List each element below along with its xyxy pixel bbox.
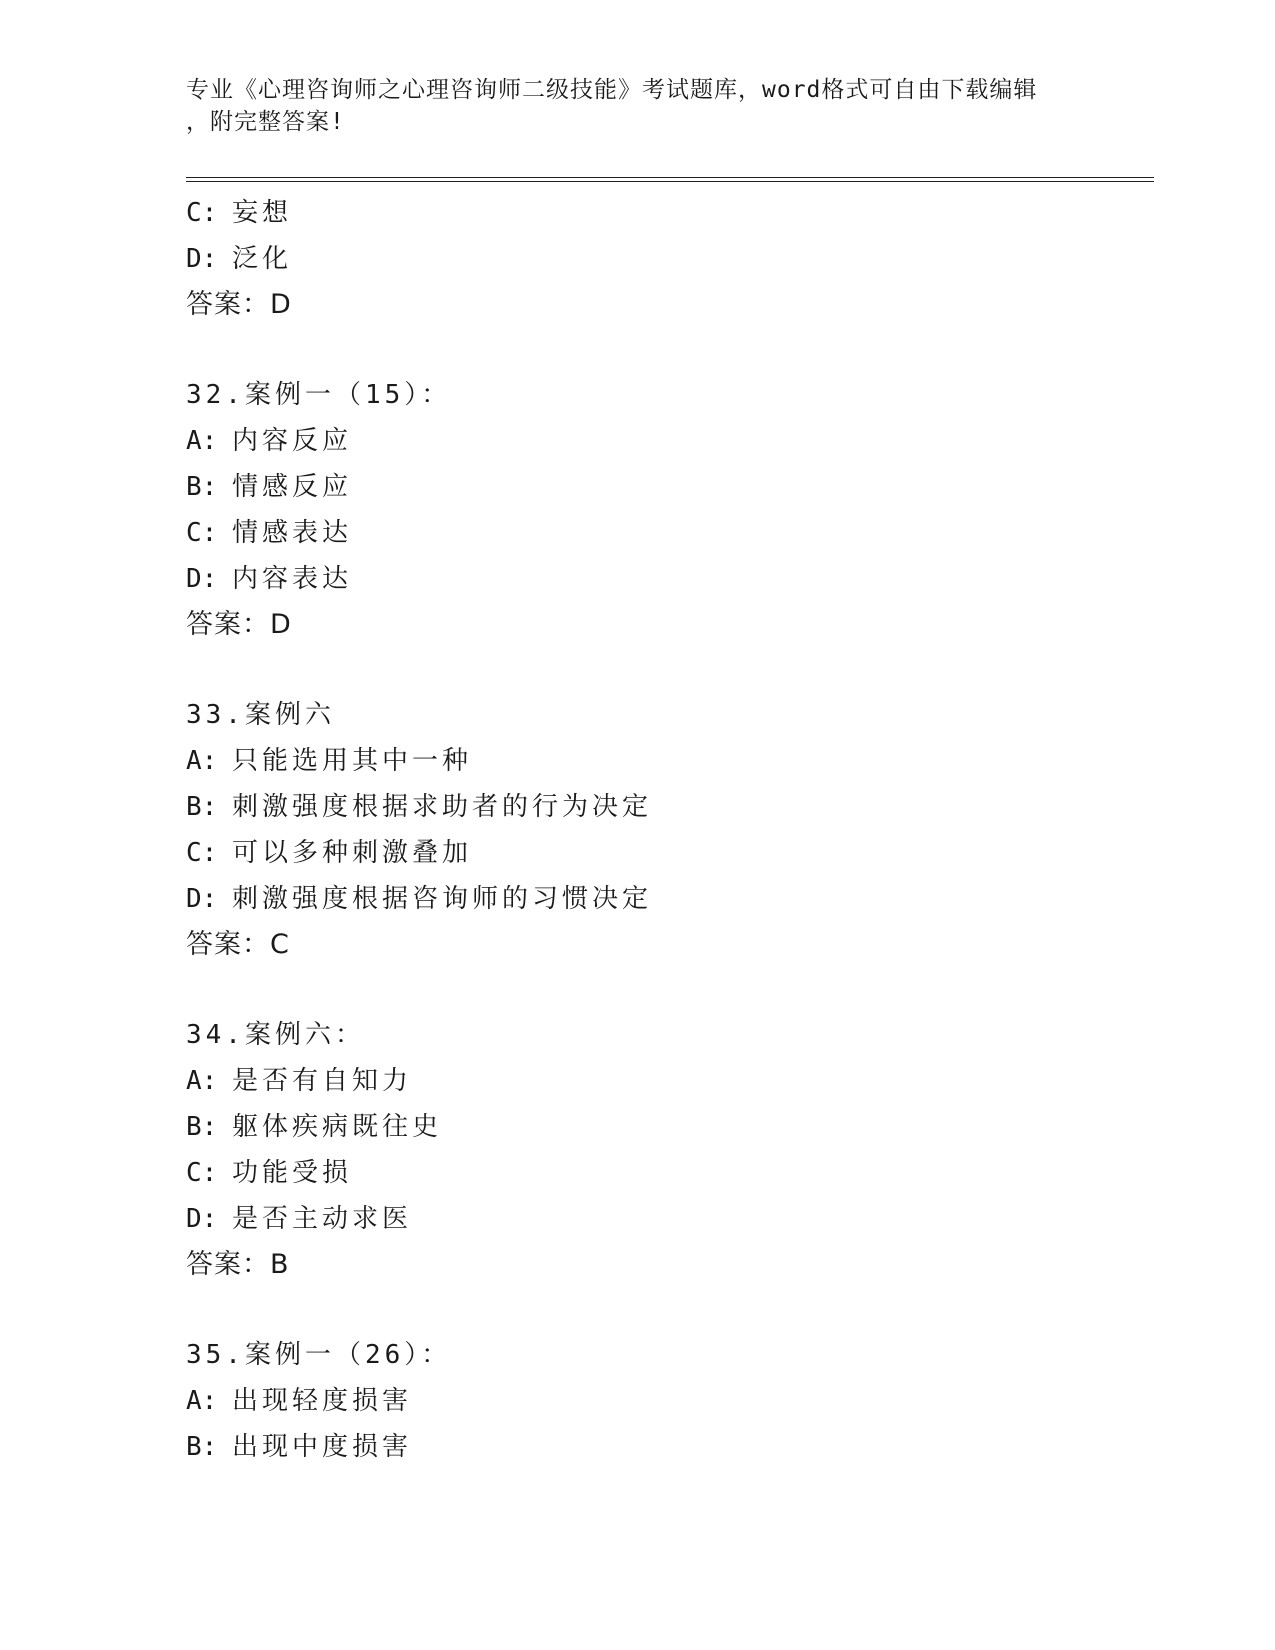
answer-line: 答案：D bbox=[186, 289, 292, 320]
option-d: D: 是否主动求医 bbox=[186, 1204, 413, 1234]
question-32 bbox=[186, 372, 1146, 648]
question-stem: 34.案例六： bbox=[186, 1020, 365, 1050]
option-a: A: 是否有自知力 bbox=[186, 1066, 413, 1096]
option-d: D: 泛化 bbox=[186, 244, 293, 274]
option-d: D: 内容表达 bbox=[186, 564, 353, 594]
question-stem: 33.案例六 bbox=[186, 700, 335, 730]
option-c: C: 可以多种刺激叠加 bbox=[186, 838, 473, 868]
header-divider-bottom bbox=[186, 181, 1154, 182]
question-stem: 32.案例一（15）： bbox=[186, 380, 452, 410]
option-b: B: 躯体疾病既往史 bbox=[186, 1112, 443, 1142]
header-divider-top bbox=[186, 177, 1154, 178]
option-c: C: 功能受损 bbox=[186, 1158, 353, 1188]
option-c: C: 情感表达 bbox=[186, 518, 353, 548]
question-34 bbox=[186, 1012, 1146, 1288]
answer-line: 答案：B bbox=[186, 1249, 290, 1280]
option-b: B: 刺激强度根据求助者的行为决定 bbox=[186, 792, 653, 822]
option-a: A: 只能选用其中一种 bbox=[186, 746, 473, 776]
header-title-line-2: ，附完整答案! bbox=[186, 109, 345, 135]
header-title-line-1: 专业《心理咨询师之心理咨询师二级技能》考试题库，word格式可自由下载编辑 bbox=[186, 77, 1038, 103]
option-c: C: 妄想 bbox=[186, 198, 293, 228]
document-header bbox=[186, 74, 1086, 138]
question-31-continued bbox=[186, 190, 1146, 328]
option-b: B: 出现中度损害 bbox=[186, 1432, 413, 1462]
question-list bbox=[186, 190, 1146, 1470]
question-33 bbox=[186, 692, 1146, 968]
question-stem: 35.案例一（26）： bbox=[186, 1340, 452, 1370]
answer-line: 答案：D bbox=[186, 609, 292, 640]
question-35 bbox=[186, 1332, 1146, 1470]
option-d: D: 刺激强度根据咨询师的习惯决定 bbox=[186, 884, 653, 914]
answer-line: 答案：C bbox=[186, 929, 290, 960]
option-a: A: 内容反应 bbox=[186, 426, 353, 456]
option-a: A: 出现轻度损害 bbox=[186, 1386, 413, 1416]
option-b: B: 情感反应 bbox=[186, 472, 353, 502]
